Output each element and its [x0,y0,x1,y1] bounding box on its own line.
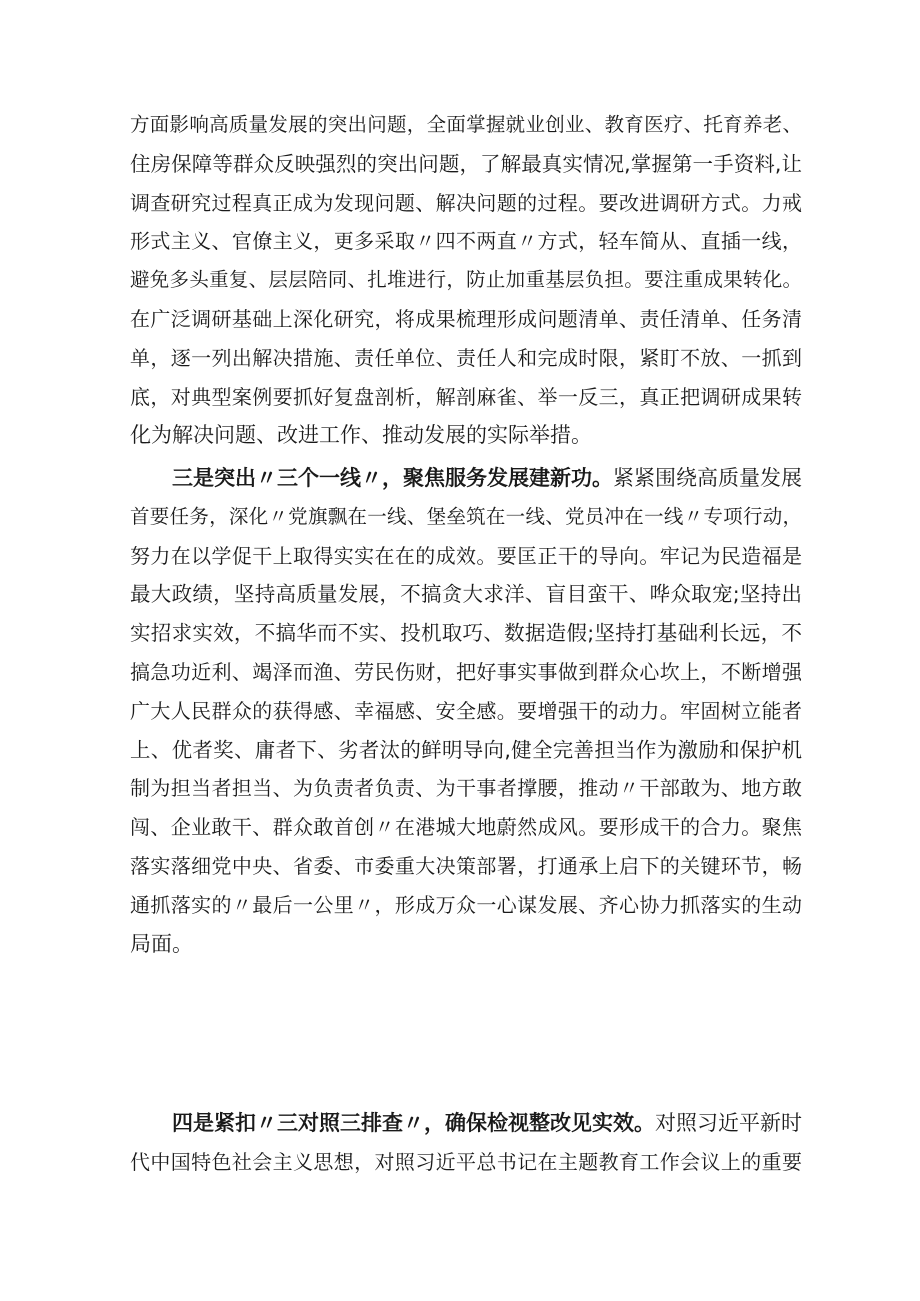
text-line: 上、优者奖、庸者下、劣者汰的鲜明导向,健全完善担当作为激励和保护机 [130,737,802,762]
text-line: 形式主义、官僚主义，更多采取〃四不两直〃方式，轻车简从、直插一线， [130,229,802,254]
text-line: 落实落细党中央、省委、市委重大决策部署，打通承上启下的关键环节，畅 [130,853,802,878]
text-line: 调查研究过程真正成为发现问题、解决问题的过程。要改进调研方式。力戒 [130,190,802,215]
text-line: 制为担当者担当、为负责者负责、为干事者撑腰，推动〃干部敢为、地方敢 [130,776,802,801]
text-run: 紧紧围绕高质量发展 [613,466,802,490]
text-line: 努力在以学促干上取得实实在在的成效。要匡正干的导向。牢记为民造福是 [130,543,802,568]
text-line: 代中国特色社会主义思想，对照习近平总书记在主题教育工作会议上的重要 [130,1149,802,1174]
paragraph-three-frontlines [130,459,802,963]
text-line: 局面。 [130,931,193,956]
text-line: 首要任务，深化〃党旗飘在一线、堡垒筑在一线、党员冲在一线〃专项行动， [130,504,802,528]
text-line-first [130,459,802,498]
text-line: 闯、企业敢干、群众敢首创〃在港城大地蔚然成风。要形成干的合力。聚焦 [130,815,802,840]
text-run: 对照习近平新时 [655,1111,802,1135]
text-line: 单，逐一列出解决措施、责任单位、责任人和完成时限，紧盯不放、一抓到 [130,345,802,370]
text-line: 方面影响高质量发展的突出问题，全面掌握就业创业、教育医疗、托育养老、 [130,113,802,136]
section-heading: 三是突出〃三个一线〃，聚焦服务发展建新功。 [172,466,613,490]
text-line: 避免多头重复、层层陪同、扎堆进行，防止加重基层负担。要注重成果转化。 [130,268,802,292]
text-line: 在广泛调研基础上深化研究，将成果梳理形成问题清单、责任清单、任务清 [130,306,802,331]
text-line: 通抓落实的〃最后一公里〃，形成万众一心谋发展、齐心协力抓落实的生动 [130,892,802,917]
text-line: 化为解决问题、改进工作、推动发展的实际举措。 [130,423,592,448]
text-line: 广大人民群众的获得感、幸福感、安全感。要增强干的动力。牢固树立能者 [130,698,802,723]
text-line: 实招求实效，不搞华而不实、投机取巧、数据造假;坚持打基础利长远，不 [130,621,802,646]
text-line-first [130,1104,802,1143]
paragraph-three-comparisons [130,1104,802,1182]
section-heading: 四是紧扣〃三对照三排查〃，确保检视整改见实效。 [172,1111,655,1135]
text-line: 底，对典型案例要抓好复盘剖析，解剖麻雀、举一反三，真正把调研成果转 [130,384,802,409]
text-line: 最大政绩，坚持高质量发展，不搞贪大求洋、盲目蛮干、哗众取宠;坚持出 [130,582,802,607]
text-line: 搞急功近利、竭泽而渔、劳民伤财，把好事实事做到群众心坎上，不断增强 [130,659,802,684]
paragraph-research [130,106,802,455]
text-line: 住房保障等群众反映强烈的突出问题，了解最真实情况,掌握第一手资料,让 [130,151,802,176]
